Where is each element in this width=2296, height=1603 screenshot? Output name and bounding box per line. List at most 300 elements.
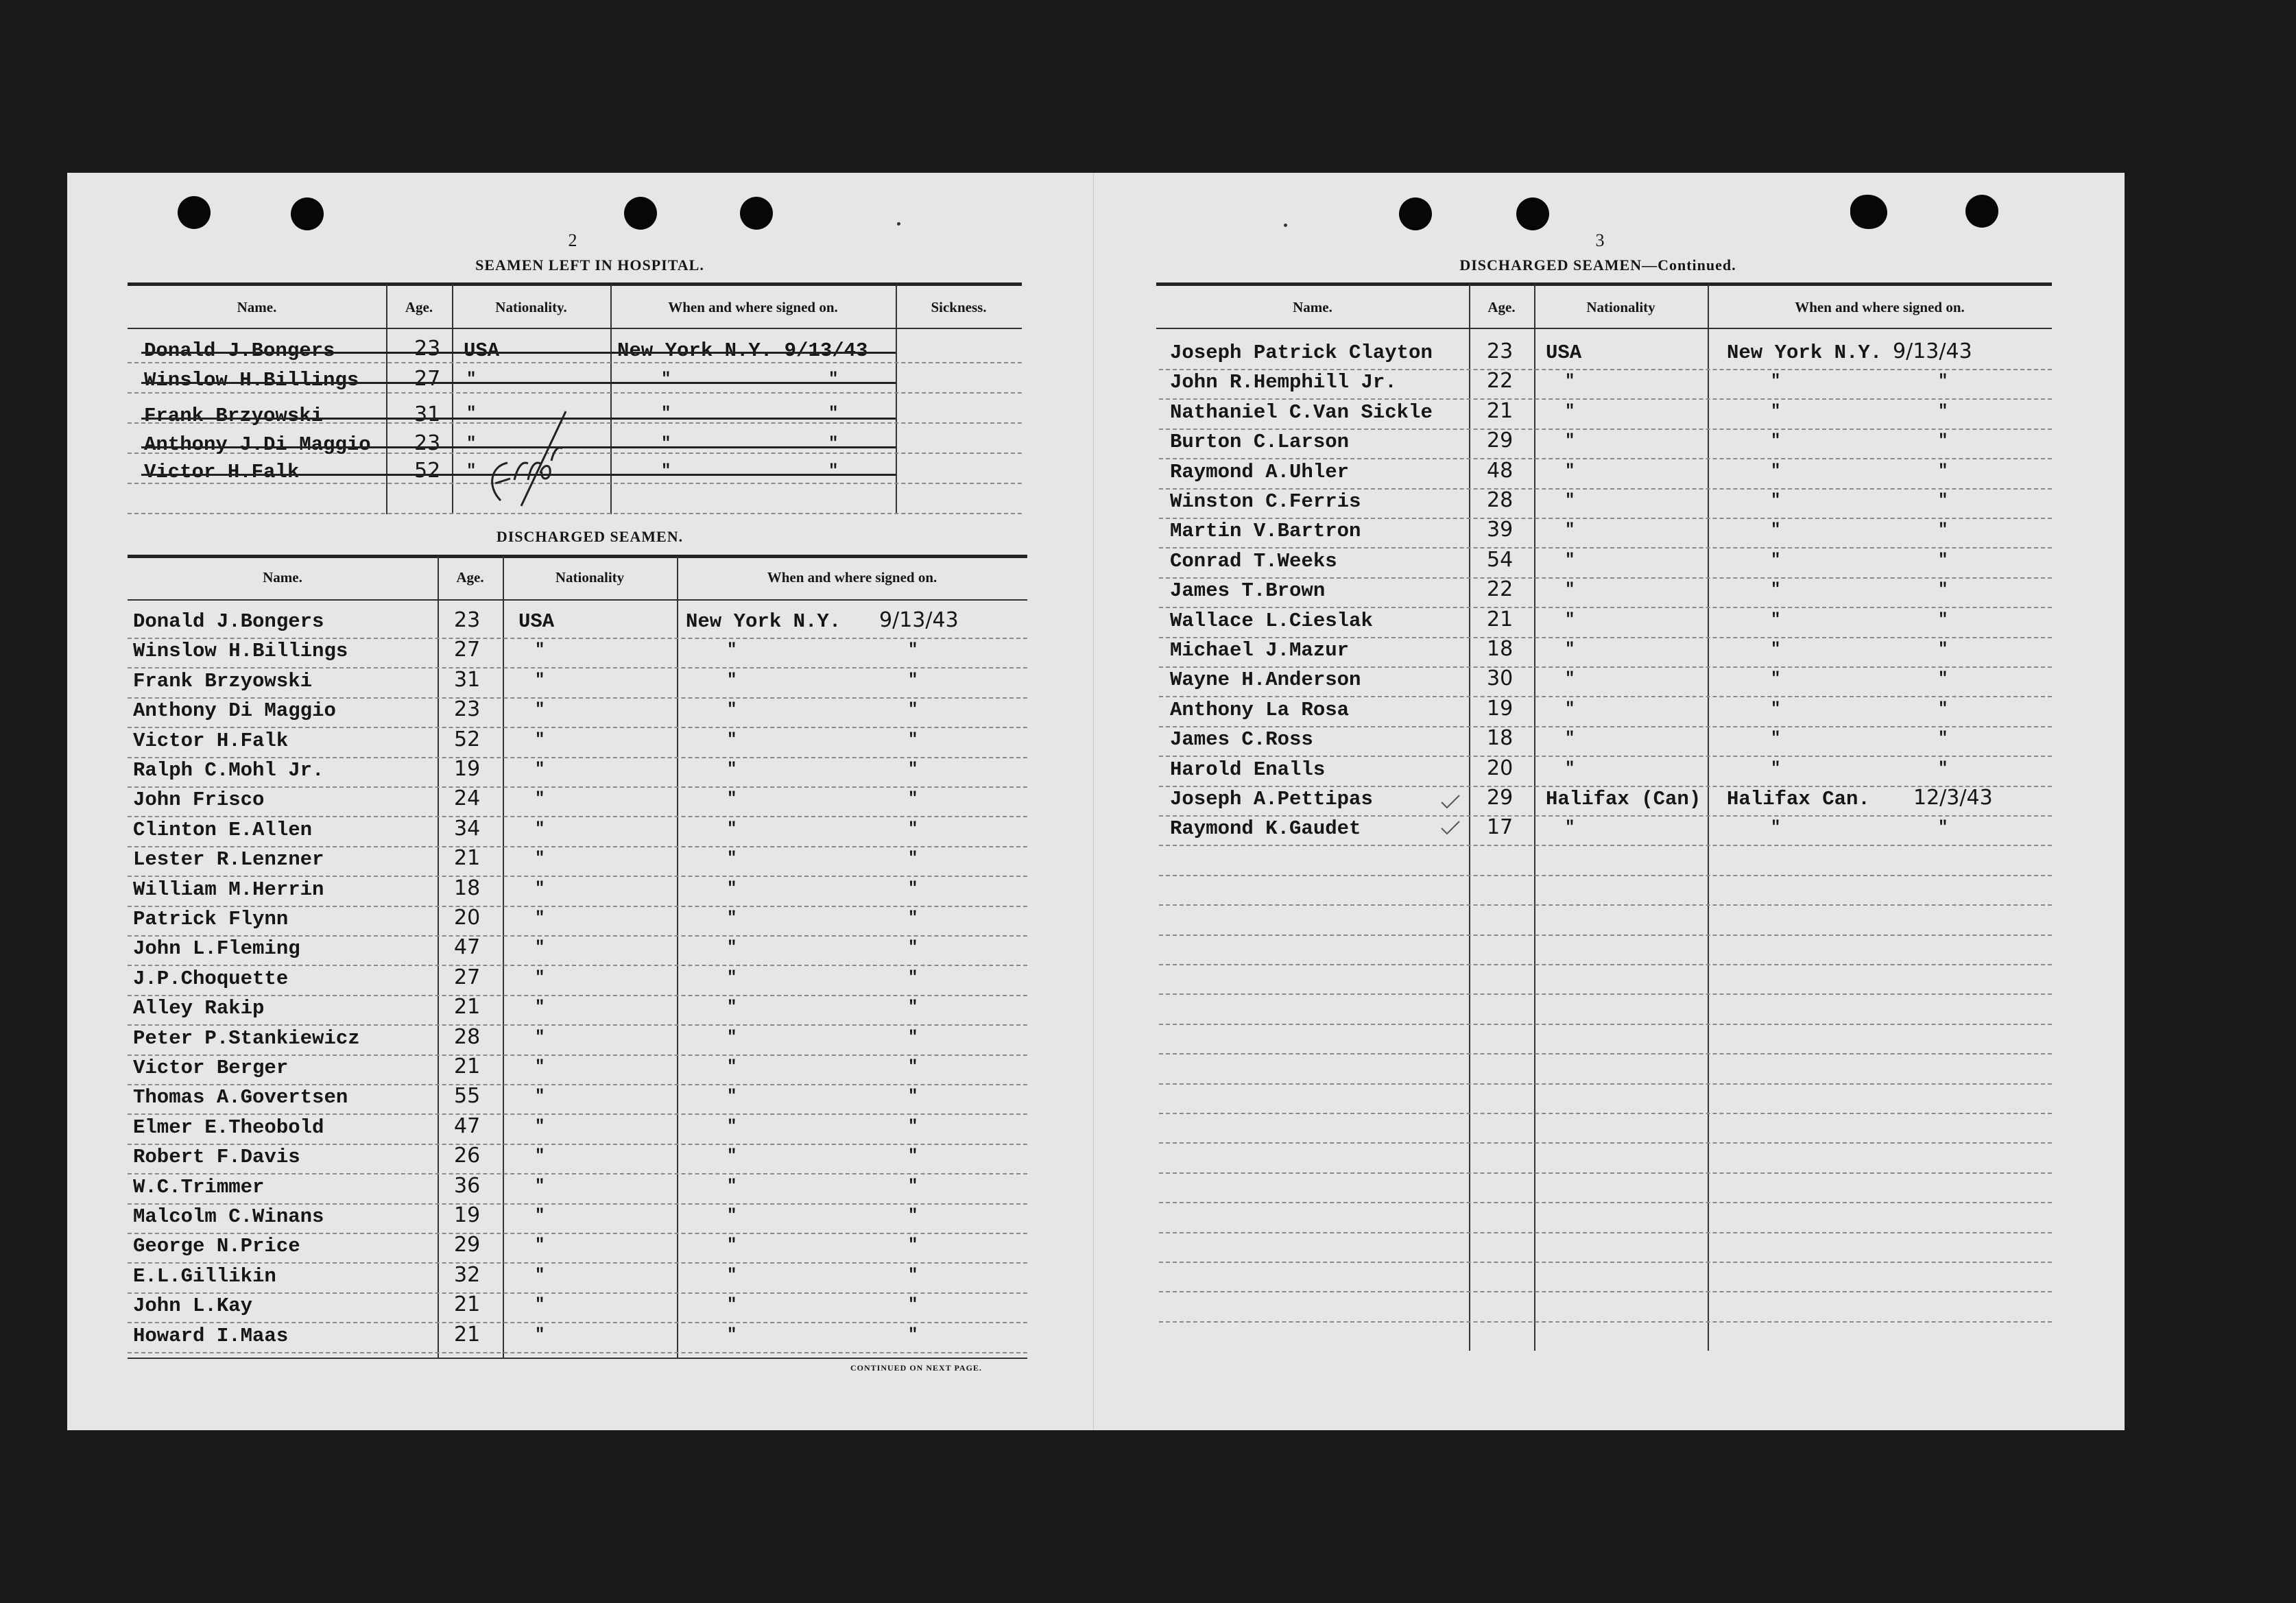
ditto-mark: " xyxy=(466,435,477,453)
ditto-mark: " xyxy=(1565,730,1575,748)
check-mark xyxy=(1440,820,1461,836)
seaman-name: Joseph A.Pettipas xyxy=(1170,788,1373,810)
column-divider xyxy=(1469,284,1470,1351)
ditto-mark: " xyxy=(727,641,737,660)
ditto-mark: " xyxy=(727,1147,737,1166)
ruled-line xyxy=(128,846,1027,847)
ditto-mark: " xyxy=(908,998,918,1017)
ruled-line xyxy=(1159,666,2052,668)
ditto-mark: " xyxy=(908,1236,918,1255)
table-rule xyxy=(128,599,1027,601)
seaman-name: Victor H.Falk xyxy=(133,730,289,752)
ruled-line xyxy=(128,667,1027,668)
seaman-age: 34 xyxy=(454,817,481,841)
ditto-mark: " xyxy=(908,1207,918,1225)
seaman-age: 19 xyxy=(454,1203,481,1227)
signed-date: 9/13/43 xyxy=(879,608,959,632)
ditto-mark: " xyxy=(535,1147,545,1166)
seaman-age: 23 xyxy=(454,697,481,721)
column-header: Name. xyxy=(237,299,277,315)
ditto-mark: " xyxy=(535,1028,545,1047)
seaman-name: Raymond A.Uhler xyxy=(1170,461,1350,483)
seaman-age: 39 xyxy=(1487,518,1514,542)
seaman-name: Robert F.Davis xyxy=(133,1146,300,1168)
ditto-mark: " xyxy=(1938,581,1948,599)
continued-note: CONTINUED ON NEXT PAGE. xyxy=(850,1363,982,1373)
seaman-name: W.C.Trimmer xyxy=(133,1176,265,1198)
ditto-mark: " xyxy=(1771,819,1781,837)
punch-hole xyxy=(291,197,324,230)
seaman-name: Thomas A.Govertsen xyxy=(133,1086,348,1109)
seaman-age: 52 xyxy=(454,727,481,751)
punch-hole xyxy=(1965,195,1998,228)
hospital-name: Frank Brzyowski xyxy=(144,405,324,427)
ruled-line xyxy=(128,935,1027,937)
ditto-mark: " xyxy=(1771,551,1781,570)
ditto-mark: " xyxy=(908,731,918,749)
seaman-name: Donald J.Bongers xyxy=(133,610,324,633)
ruled-line xyxy=(1159,607,2052,608)
seaman-age: 27 xyxy=(454,638,481,662)
ruled-line xyxy=(1159,756,2052,757)
ditto-mark: " xyxy=(535,731,545,749)
ditto-mark: " xyxy=(1938,551,1948,570)
ditto-mark: " xyxy=(1938,760,1948,778)
ditto-mark: " xyxy=(1938,402,1948,421)
ditto-mark: " xyxy=(908,1326,918,1345)
ditto-mark: " xyxy=(1938,492,1948,510)
ruled-line xyxy=(128,1113,1027,1115)
ditto-mark: " xyxy=(1565,670,1575,688)
column-header: Age. xyxy=(1487,299,1516,315)
ditto-mark: " xyxy=(727,1118,737,1136)
table-rule xyxy=(128,555,1027,558)
section-title-discharged-continued: DISCHARGED SEAMEN—Continued. xyxy=(1459,256,1736,274)
ditto-mark: " xyxy=(908,1177,918,1196)
table-rule xyxy=(128,1358,1027,1359)
seaman-name: Wallace L.Cieslak xyxy=(1170,610,1373,632)
column-header: Name. xyxy=(1293,299,1332,315)
check-mark xyxy=(1440,794,1461,810)
seaman-name: William M.Herrin xyxy=(133,878,324,901)
ditto-mark: " xyxy=(535,939,545,957)
ruled-line xyxy=(1159,1024,2052,1025)
ditto-mark: " xyxy=(1938,640,1948,659)
seaman-age: 17 xyxy=(1487,815,1514,839)
column-divider xyxy=(610,284,612,514)
ditto-mark: " xyxy=(535,1087,545,1106)
ditto-mark: " xyxy=(1565,760,1575,778)
ditto-mark: " xyxy=(727,671,737,690)
ruled-line xyxy=(128,1173,1027,1174)
seaman-age: 20 xyxy=(454,906,481,930)
ditto-mark: " xyxy=(535,790,545,808)
ruled-line xyxy=(128,1084,1027,1085)
seaman-name: Clinton E.Allen xyxy=(133,819,313,841)
ruled-line xyxy=(1159,726,2052,727)
column-header: When and where signed on. xyxy=(1795,299,1965,315)
ruled-line xyxy=(1159,1232,2052,1233)
strikethrough xyxy=(141,382,896,384)
seaman-name: Elmer E.Theobold xyxy=(133,1116,324,1139)
table-rule xyxy=(1156,282,2052,286)
ditto-mark: " xyxy=(727,998,737,1017)
ruled-line xyxy=(128,392,1022,394)
ditto-mark: " xyxy=(1938,819,1948,837)
seaman-age: 23 xyxy=(1487,339,1514,363)
ditto-mark: " xyxy=(727,1028,737,1047)
ditto-mark: " xyxy=(1565,551,1575,570)
ruled-line xyxy=(1159,518,2052,519)
ditto-mark: " xyxy=(1565,402,1575,421)
ditto-mark: " xyxy=(727,1296,737,1314)
punch-hole xyxy=(1399,197,1432,230)
punch-hole xyxy=(624,197,657,230)
column-divider xyxy=(896,284,897,514)
ditto-mark: " xyxy=(908,1147,918,1166)
ruled-line xyxy=(128,757,1027,758)
ditto-mark: " xyxy=(727,849,737,868)
page-number: 3 xyxy=(1595,230,1605,250)
ditto-mark: " xyxy=(535,1118,545,1136)
column-header: When and where signed on. xyxy=(668,299,838,315)
ditto-mark: " xyxy=(908,1087,918,1106)
ruled-line xyxy=(1159,1172,2052,1174)
punch-hole xyxy=(740,197,773,230)
signed-place: New York N.Y. xyxy=(1727,341,1882,364)
seaman-name: Joseph Patrick Clayton xyxy=(1170,341,1433,364)
ruled-line xyxy=(1159,458,2052,459)
column-divider xyxy=(677,556,678,1358)
seaman-name: Peter P.Stankiewicz xyxy=(133,1027,360,1050)
ruled-line xyxy=(1159,429,2052,430)
seaman-name: Howard I.Maas xyxy=(133,1325,289,1347)
ditto-mark: " xyxy=(535,969,545,987)
ruled-line xyxy=(128,995,1027,996)
ditto-mark: " xyxy=(908,1266,918,1285)
ditto-mark: " xyxy=(535,1326,545,1345)
ruled-line xyxy=(1159,1321,2052,1323)
ditto-mark: " xyxy=(908,1296,918,1314)
ruled-line xyxy=(1159,488,2052,490)
column-header: Age. xyxy=(405,299,433,315)
table-rule xyxy=(128,328,1022,329)
ruled-line xyxy=(128,1144,1027,1145)
seaman-name: Anthony Di Maggio xyxy=(133,699,336,722)
ruled-line xyxy=(128,906,1027,907)
ruled-line xyxy=(1159,875,2052,876)
ditto-mark: " xyxy=(466,462,477,481)
ditto-mark: " xyxy=(1565,819,1575,837)
column-divider xyxy=(438,556,439,1358)
section-title-hospital: SEAMEN LEFT IN HOSPITAL. xyxy=(475,256,704,274)
signed-place: New York N.Y. xyxy=(686,610,841,633)
ruled-line xyxy=(1159,1083,2052,1085)
ruled-line xyxy=(1159,637,2052,638)
ditto-mark: " xyxy=(1771,581,1781,599)
ditto-mark: " xyxy=(535,880,545,898)
ditto-mark: " xyxy=(908,760,918,779)
ruled-line xyxy=(128,727,1027,728)
punch-hole xyxy=(178,196,211,229)
ruled-line xyxy=(1159,1142,2052,1144)
ditto-mark: " xyxy=(727,820,737,839)
ditto-mark: " xyxy=(908,969,918,987)
ruled-line xyxy=(1159,577,2052,579)
hospital-name: Winslow H.Billings xyxy=(144,369,359,391)
ditto-mark: " xyxy=(1565,700,1575,719)
hospital-age: 27 xyxy=(414,367,441,391)
seaman-age: 29 xyxy=(1487,429,1514,453)
seaman-nationality: USA xyxy=(518,610,555,633)
column-header: Age. xyxy=(456,569,484,586)
ditto-mark: " xyxy=(1565,372,1575,391)
seaman-age: 20 xyxy=(1487,756,1514,780)
ditto-mark: " xyxy=(1938,730,1948,748)
seaman-name: J.P.Choquette xyxy=(133,967,289,990)
ditto-mark: " xyxy=(1565,462,1575,481)
seaman-age: 19 xyxy=(1487,697,1514,721)
ditto-mark: " xyxy=(535,671,545,690)
ditto-mark: " xyxy=(908,880,918,898)
ruled-line xyxy=(1159,547,2052,549)
seaman-name: Harold Enalls xyxy=(1170,758,1326,781)
ruled-line xyxy=(1159,845,2052,846)
ditto-mark: " xyxy=(908,641,918,660)
seaman-name: Victor Berger xyxy=(133,1057,289,1079)
seaman-age: 48 xyxy=(1487,459,1514,483)
ditto-mark: " xyxy=(535,1236,545,1255)
seaman-name: Ralph C.Mohl Jr. xyxy=(133,759,324,782)
seaman-age: 29 xyxy=(1487,786,1514,810)
seaman-name: Malcolm C.Winans xyxy=(133,1205,324,1228)
seaman-age: 29 xyxy=(454,1233,481,1257)
column-divider xyxy=(386,284,387,514)
hospital-age: 52 xyxy=(414,459,441,483)
strikethrough xyxy=(141,352,896,354)
ruled-line xyxy=(1159,1053,2052,1054)
seaman-age: 28 xyxy=(454,1025,481,1049)
ditto-mark: " xyxy=(1771,700,1781,719)
ruled-line xyxy=(1159,1113,2052,1114)
ditto-mark: " xyxy=(727,790,737,808)
ditto-mark: " xyxy=(1938,462,1948,481)
ditto-mark: " xyxy=(535,641,545,660)
ditto-mark: " xyxy=(727,909,737,928)
ruled-line xyxy=(128,1054,1027,1056)
ditto-mark: " xyxy=(908,671,918,690)
column-divider xyxy=(452,284,453,514)
seaman-age: 55 xyxy=(454,1084,481,1108)
seaman-name: Frank Brzyowski xyxy=(133,670,313,692)
ditto-mark: " xyxy=(661,462,671,481)
ruled-line xyxy=(1159,398,2052,400)
ditto-mark: " xyxy=(535,1296,545,1314)
ditto-mark: " xyxy=(1771,760,1781,778)
seaman-name: John L.Kay xyxy=(133,1294,253,1317)
hospital-name: Anthony J.Di Maggio xyxy=(144,433,371,456)
ditto-mark: " xyxy=(1771,611,1781,629)
table-rule xyxy=(1156,328,2052,329)
ditto-mark: " xyxy=(908,849,918,868)
ditto-mark: " xyxy=(727,1326,737,1345)
seaman-age: 47 xyxy=(454,1114,481,1138)
column-header: Nationality xyxy=(1586,299,1655,315)
seaman-age: 36 xyxy=(454,1174,481,1198)
ruled-line xyxy=(128,876,1027,877)
ditto-mark: " xyxy=(1938,372,1948,391)
seaman-age: 21 xyxy=(454,1054,481,1078)
ruled-line xyxy=(128,1203,1027,1205)
hospital-nationality: USA xyxy=(464,339,500,362)
seaman-age: 18 xyxy=(1487,726,1514,750)
ruled-line xyxy=(128,697,1027,699)
ruled-line xyxy=(1159,993,2052,995)
ditto-mark: " xyxy=(908,1028,918,1047)
ruled-line xyxy=(1159,1291,2052,1292)
ditto-mark: " xyxy=(1771,640,1781,659)
ditto-mark: " xyxy=(828,435,839,453)
seaman-age: 22 xyxy=(1487,369,1514,393)
ditto-mark: " xyxy=(535,701,545,719)
punch-hole xyxy=(1850,195,1887,229)
ruled-line xyxy=(128,1292,1027,1294)
seaman-age: 26 xyxy=(454,1144,481,1168)
ditto-mark: " xyxy=(535,909,545,928)
seaman-age: 47 xyxy=(454,935,481,959)
ditto-mark: " xyxy=(1938,432,1948,450)
ditto-mark: " xyxy=(828,370,839,389)
ruled-line xyxy=(128,1233,1027,1234)
seaman-name: Anthony La Rosa xyxy=(1170,699,1350,721)
ditto-mark: " xyxy=(535,1207,545,1225)
ruled-line xyxy=(1159,1202,2052,1203)
ditto-mark: " xyxy=(727,969,737,987)
ruled-line xyxy=(1159,904,2052,906)
seaman-age: 21 xyxy=(1487,607,1514,631)
ruled-line xyxy=(128,1024,1027,1026)
column-divider xyxy=(503,556,504,1358)
ditto-mark: " xyxy=(828,405,839,423)
column-header: When and where signed on. xyxy=(767,569,937,586)
ruled-line xyxy=(128,513,1022,514)
seaman-age: 18 xyxy=(454,876,481,900)
ditto-mark: " xyxy=(535,849,545,868)
ruled-line xyxy=(1159,935,2052,936)
ruled-line xyxy=(128,786,1027,788)
section-title-discharged: DISCHARGED SEAMEN. xyxy=(496,528,684,545)
ditto-mark: " xyxy=(535,760,545,779)
ditto-mark: " xyxy=(535,1058,545,1076)
ruled-line xyxy=(1159,815,2052,817)
ruled-line xyxy=(128,965,1027,966)
hospital-name: Donald J.Bongers xyxy=(144,339,335,362)
ditto-mark: " xyxy=(908,939,918,957)
ruled-line xyxy=(1159,1262,2052,1263)
ditto-mark: " xyxy=(727,701,737,719)
ruled-line xyxy=(1159,964,2052,965)
ditto-mark: " xyxy=(727,1236,737,1255)
ditto-mark: " xyxy=(1565,521,1575,540)
table-rule xyxy=(128,282,1022,286)
ditto-mark: " xyxy=(535,1177,545,1196)
hospital-name: Victor H.Falk xyxy=(144,461,300,483)
ditto-mark: " xyxy=(727,1177,737,1196)
hospital-age: 31 xyxy=(414,402,441,426)
column-header: Name. xyxy=(263,569,302,586)
ditto-mark: " xyxy=(1938,670,1948,688)
seaman-name: Lester R.Lenzner xyxy=(133,848,324,871)
ditto-mark: " xyxy=(727,1266,737,1285)
seaman-nationality: Halifax (Can) xyxy=(1546,788,1701,810)
ditto-mark: " xyxy=(1771,432,1781,450)
ditto-mark: " xyxy=(1771,521,1781,540)
seaman-name: Raymond K.Gaudet xyxy=(1170,817,1361,840)
seaman-age: 23 xyxy=(454,608,481,632)
ruled-line xyxy=(128,638,1027,639)
seaman-name: John L.Fleming xyxy=(133,937,300,960)
ditto-mark: " xyxy=(727,1087,737,1106)
handwritten-error-annotation xyxy=(480,398,569,507)
hospital-age: 23 xyxy=(414,337,441,361)
ditto-mark: " xyxy=(727,1058,737,1076)
column-header: Nationality. xyxy=(495,299,567,315)
ditto-mark: " xyxy=(1938,521,1948,540)
ditto-mark: " xyxy=(1771,730,1781,748)
ditto-mark: " xyxy=(908,820,918,839)
seaman-nationality: USA xyxy=(1546,341,1582,364)
seaman-age: 21 xyxy=(454,846,481,870)
ditto-mark: " xyxy=(661,435,671,453)
ditto-mark: " xyxy=(727,1207,737,1225)
signed-date: 9/13/43 xyxy=(1893,339,1972,363)
seaman-age: 24 xyxy=(454,786,481,810)
seaman-age: 27 xyxy=(454,965,481,989)
seaman-name: Patrick Flynn xyxy=(133,908,289,930)
seaman-age: 21 xyxy=(454,995,481,1019)
stray-mark xyxy=(897,222,900,226)
ruled-line xyxy=(128,362,1022,363)
ditto-mark: " xyxy=(535,1266,545,1285)
ditto-mark: " xyxy=(1771,462,1781,481)
seaman-name: Winston C.Ferris xyxy=(1170,490,1361,513)
punch-hole xyxy=(1516,197,1549,230)
seaman-name: Michael J.Mazur xyxy=(1170,639,1350,662)
ruled-line xyxy=(128,1322,1027,1323)
seaman-age: 21 xyxy=(454,1323,481,1347)
ruled-line xyxy=(128,1352,1027,1353)
signed-place: Halifax Can. xyxy=(1727,788,1870,810)
ditto-mark: " xyxy=(535,820,545,839)
ditto-mark: " xyxy=(908,909,918,928)
column-divider xyxy=(1534,284,1535,1351)
seaman-name: Wayne H.Anderson xyxy=(1170,668,1361,691)
seaman-age: 31 xyxy=(454,668,481,692)
seaman-name: Martin V.Bartron xyxy=(1170,520,1361,542)
ruled-line xyxy=(128,1262,1027,1264)
ditto-mark: " xyxy=(1565,611,1575,629)
seaman-name: John R.Hemphill Jr. xyxy=(1170,371,1397,394)
ditto-mark: " xyxy=(1938,700,1948,719)
column-divider xyxy=(1708,284,1709,1351)
ditto-mark: " xyxy=(727,731,737,749)
seaman-age: 30 xyxy=(1487,666,1514,690)
ditto-mark: " xyxy=(908,1118,918,1136)
ditto-mark: " xyxy=(661,405,671,423)
ditto-mark: " xyxy=(727,880,737,898)
seaman-age: 28 xyxy=(1487,488,1514,512)
ruled-line xyxy=(1159,696,2052,697)
